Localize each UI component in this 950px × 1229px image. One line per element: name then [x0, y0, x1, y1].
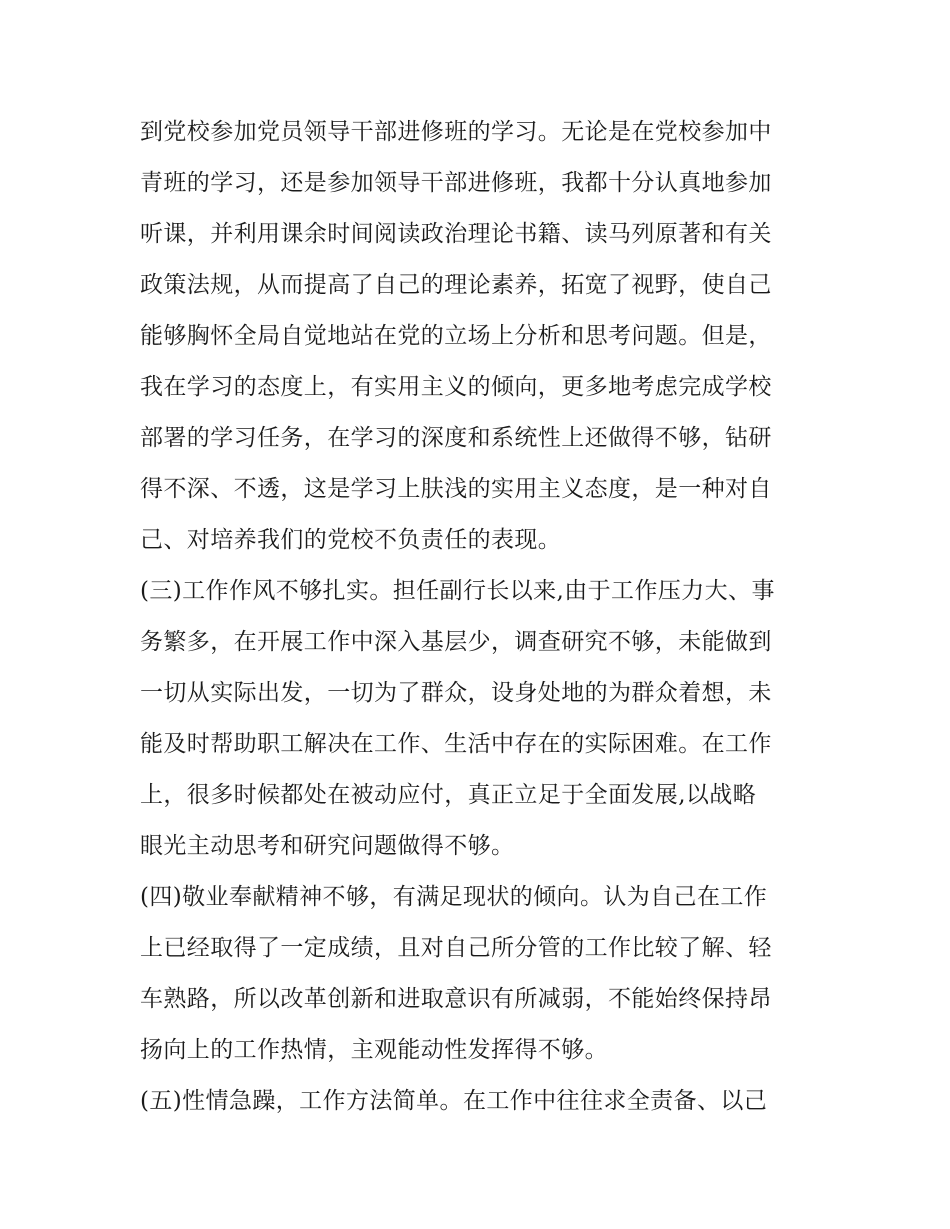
text-line: 青班的学习，还是参加领导干部进修班，我都十分认真地参加 — [140, 170, 772, 196]
text-line: 上，很多时候都处在被动应付，真正立足于全面发展,以战略 — [140, 782, 757, 808]
section-heading-line: (三)工作作风不够扎实。担任副行长以来,由于工作压力大、事 — [140, 578, 775, 604]
text-line: 扬向上的工作热情，主观能动性发挥得不够。 — [140, 1037, 608, 1063]
text-line: 眼光主动思考和研究问题做得不够。 — [140, 833, 515, 859]
text-line: 一切从实际出发，一切为了群众，设身处地的为群众着想，未 — [140, 680, 772, 706]
text-line: 得不深、不透，这是学习上肤浅的实用主义态度，是一种对自 — [140, 476, 772, 502]
text-line: 能及时帮助职工解决在工作、生活中存在的实际困难。在工作 — [140, 731, 772, 757]
text-line: 听课，并利用课余时间阅读政治理论书籍、读马列原著和有关 — [140, 221, 772, 247]
text-line: 务繁多，在开展工作中深入基层少，调查研究不够，未能做到 — [140, 629, 772, 655]
text-line: 己、对培养我们的党校不负责任的表现。 — [140, 527, 562, 553]
text-line: 到党校参加党员领导干部进修班的学习。无论是在党校参加中 — [140, 119, 772, 145]
section-heading-line: (四)敬业奉献精神不够，有满足现状的倾向。认为自己在工作 — [140, 884, 768, 910]
text-line: 车熟路，所以改革创新和进取意识有所减弱，不能始终保持昂 — [140, 986, 772, 1012]
text-line: 上已经取得了一定成绩，且对自己所分管的工作比较了解、轻 — [140, 935, 772, 961]
section-heading-line: (五)性情急躁，工作方法简单。在工作中往往求全责备、以己 — [140, 1088, 768, 1114]
text-line: 部署的学习任务，在学习的深度和系统性上还做得不够，钻研 — [140, 425, 772, 451]
text-line: 政策法规，从而提高了自己的理论素养，拓宽了视野，使自己 — [140, 272, 772, 298]
body-text — [140, 107, 820, 1127]
text-line: 我在学习的态度上，有实用主义的倾向，更多地考虑完成学校 — [140, 374, 772, 400]
text-line: 能够胸怀全局自觉地站在党的立场上分析和思考问题。但是， — [140, 323, 772, 349]
